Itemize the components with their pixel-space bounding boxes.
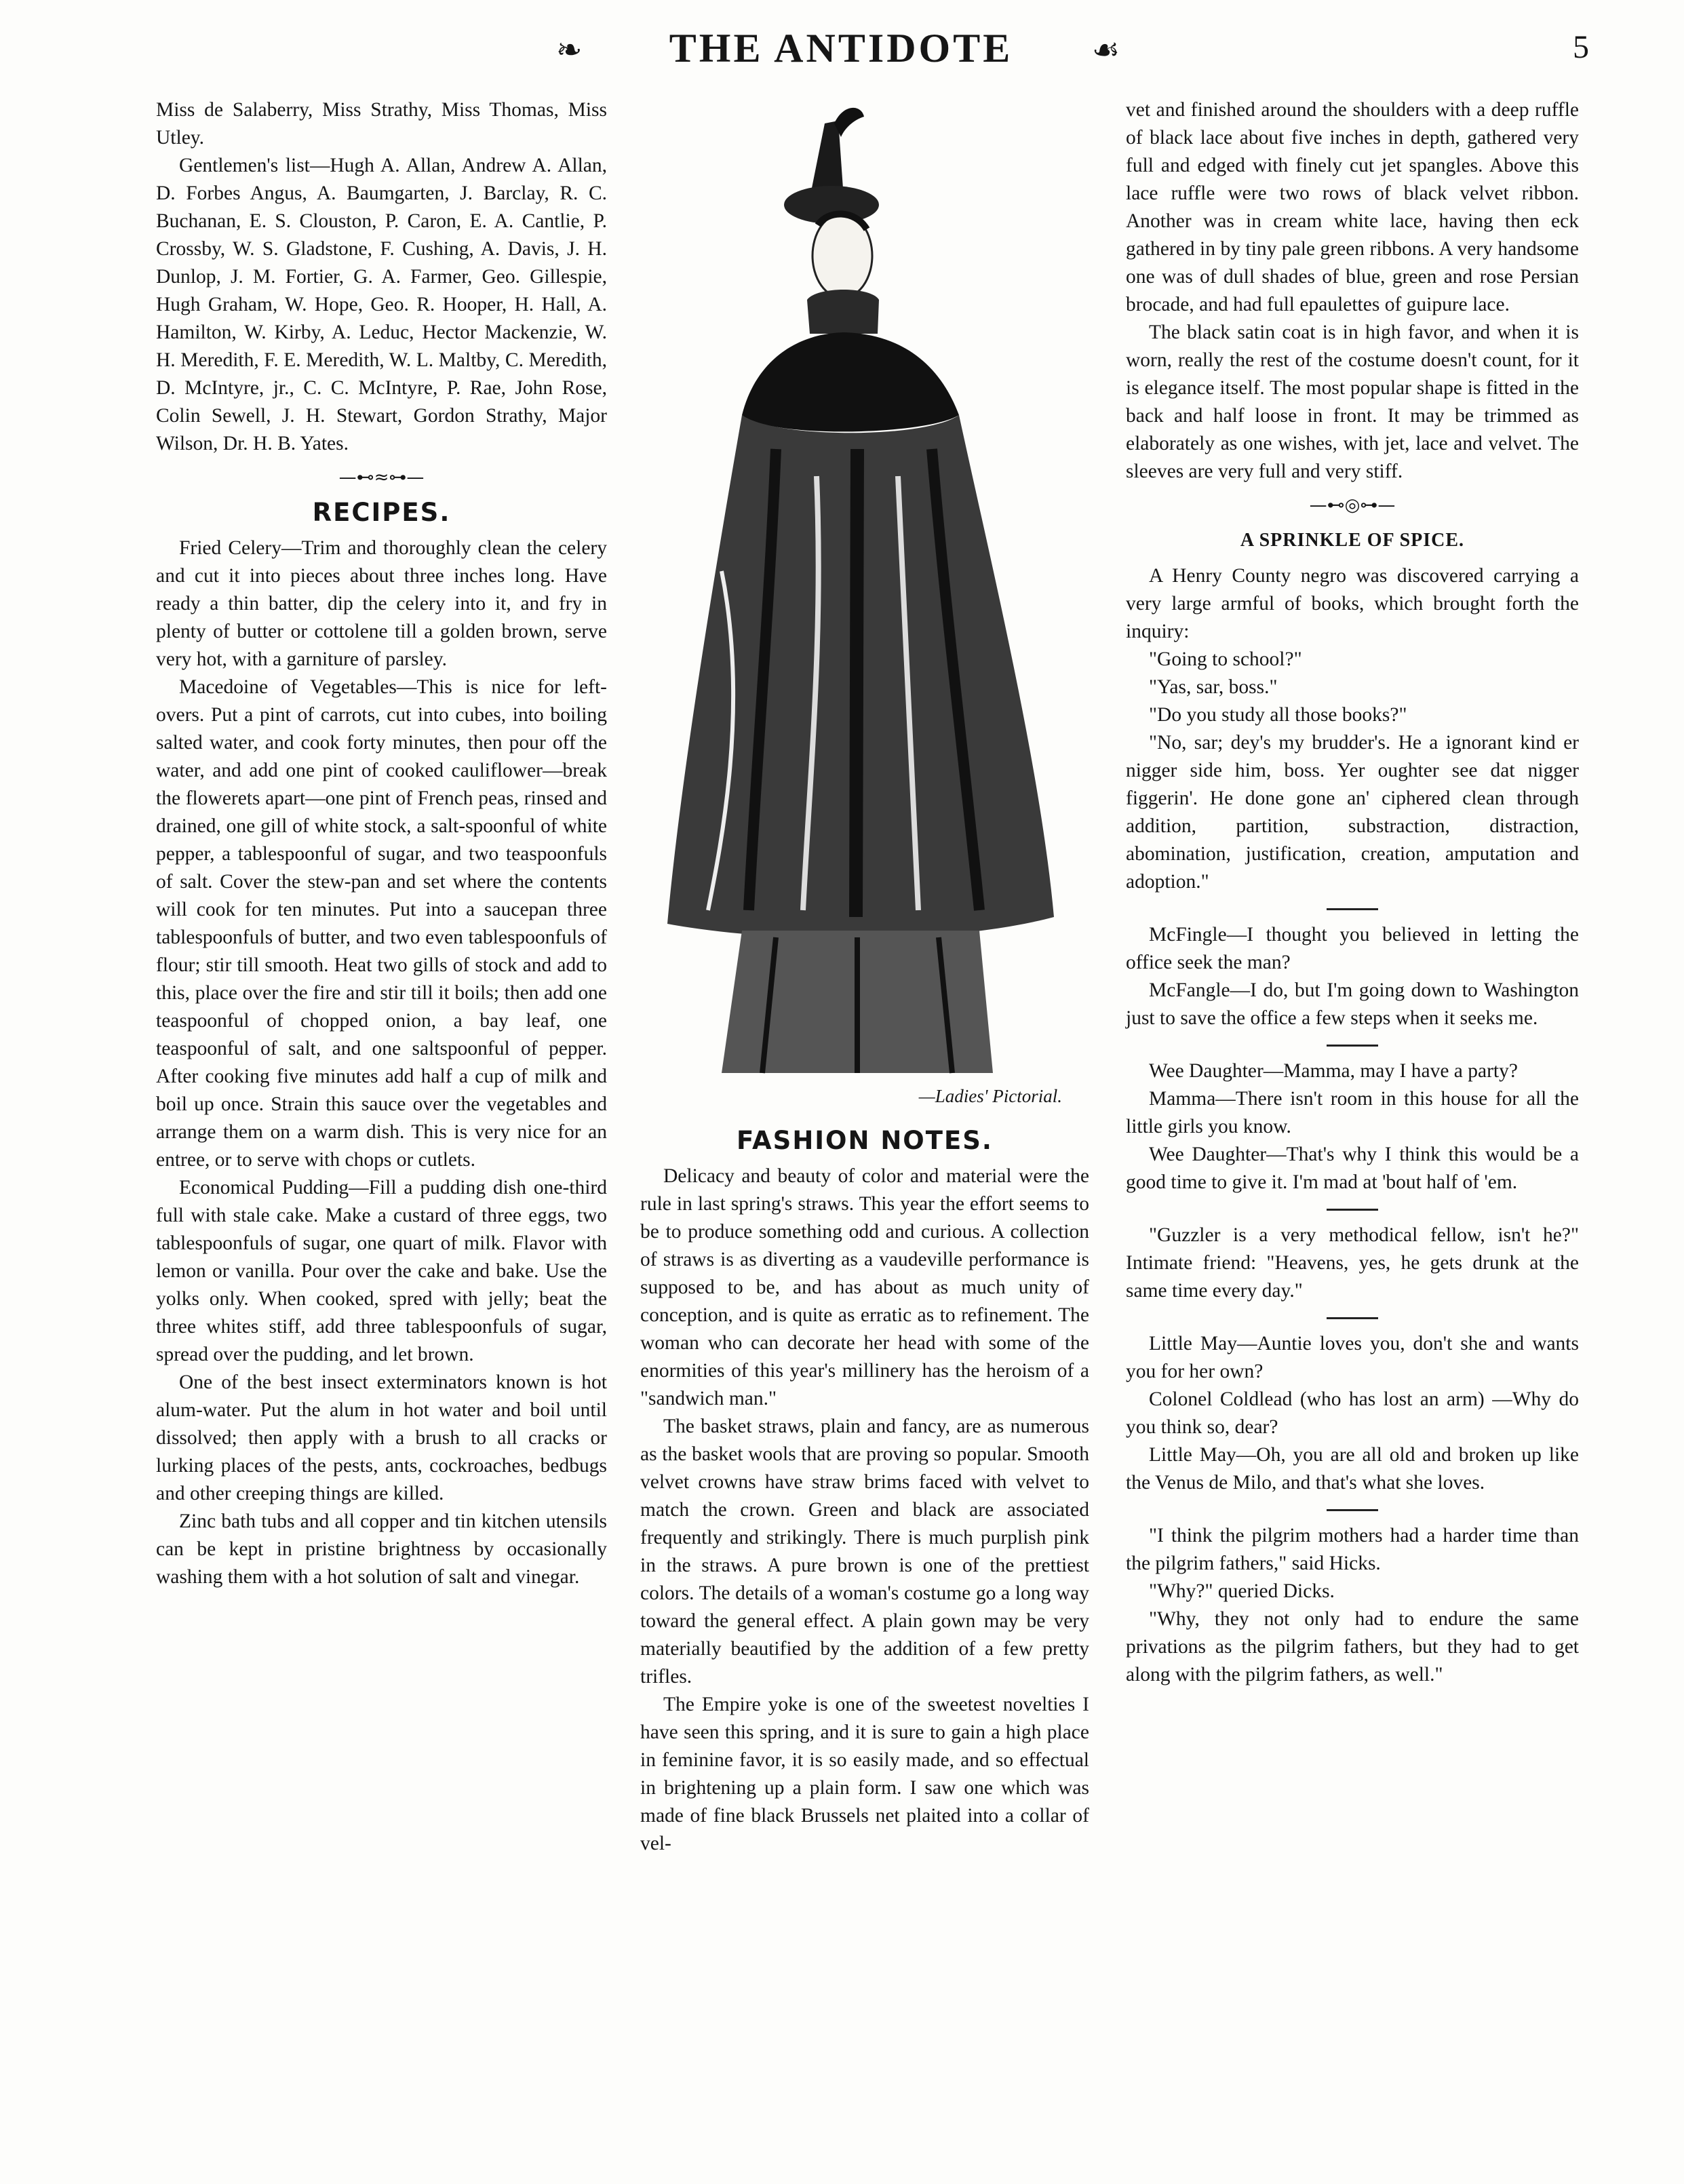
spice-paragraph: A Henry County negro was discovered carrying a very large armful of books, which brought forth the inquiry: <box>1126 565 1579 642</box>
spice-paragraph: "Going to school?" <box>1149 648 1302 670</box>
recipe-paragraph: Fried Celery—Trim and thoroughly clean the celery and cut it into pieces about three inches long. Have ready a thin batter, dip the celery into it, and fry in plenty of butter or cottolene till a golden brown, serve very hot, with a garniture of parsley. <box>156 537 607 670</box>
fashion-paragraph-continued: vet and finished around the shoulders with a deep ruffle of black lace about five inches in depth, gathered very full and edged with finely cut jet spangles. Above this lace ruffle were two rows of black velvet ribbon. Another was in cream white lace, having then eck gathered in by tiny pale green ribbons. A very handsome one was of dull shades of blue, green and rose Persian brocade, and had full epaulettes of guipure lace. <box>1126 99 1579 315</box>
woman-in-cape-illustration <box>640 96 1089 1074</box>
joke-line: "Why?" queried Dicks. <box>1149 1580 1335 1602</box>
recipe-paragraph: Macedoine of Vegetables—This is nice for left-overs. Put a pint of carrots, cut into cubes, into boiling salted water, and cook forty minutes, then pour off the water, and add one pint of cooked cauliflower—break the flowerets apart—one pint of French peas, rinsed and drained, one gill of white stock, a salt-spoonful of white pepper, a tablespoonful of sugar, and two teaspoonfuls of salt. Cover the stew-pan and set where the contents will cook for ten minutes. Put into a saucepan three tablespoonfuls of butter, and two even tablespoonfuls of flour; stir till smooth. Heat two gills of stock and add to this, place over the fire and stir till it boils; then add one teaspoonful of chopped onion, a bay leaf, one teaspoonful of salt, and one saltspoonful of pepper. After cooking five minutes add half a cup of milk and boil up once. Strain this sauce over the vegetables and arrange them on a warm dish. This is very nice for an entree, or to serve with chops or cutlets. <box>156 676 607 1171</box>
column-middle <box>640 96 1089 1858</box>
spice-paragraph: "Yas, sar, boss." <box>1149 676 1278 698</box>
joke-line: Wee Daughter—Mamma, may I have a party? <box>1149 1060 1518 1082</box>
joke-rule <box>1327 1509 1378 1511</box>
joke-line: "Why, they not only had to endure the same privations as the pilgrim fathers, but they had to get along with the pilgrim fathers, as well." <box>1126 1608 1579 1685</box>
masthead-title: THE ANTIDOTE <box>669 26 1013 71</box>
joke-rule <box>1327 1317 1378 1319</box>
section-divider: —⊷≈⊶— <box>338 467 425 488</box>
joke-line: Colonel Coldlead (who has lost an arm) —Why do you think so, dear? <box>1126 1388 1579 1438</box>
joke-line: "Guzzler is a very methodical fellow, isn't he?" Intimate friend: "Heavens, yes, he gets drunk at the same time every day." <box>1126 1224 1579 1302</box>
page-number: 5 <box>1573 29 1589 65</box>
spice-heading: A SPRINKLE OF SPICE. <box>1240 530 1465 551</box>
fashion-paragraph: The Empire yoke is one of the sweetest novelties I have seen this spring, and it is sure to gain a high place in feminine favor, it is so easily made, and so effectual in brightening up a plain form. I saw one which was made of fine black Brussels net plaited into a collar of vel- <box>640 1694 1089 1854</box>
left-ornament-icon: ❧ <box>556 31 583 68</box>
guest-list-continued: Miss de Salaberry, Miss Strathy, Miss Thomas, Miss Utley. <box>156 99 607 149</box>
column-right <box>1126 96 1579 1689</box>
joke-line: Little May—Oh, you are all old and broken up like the Venus de Milo, and that's what she loves. <box>1126 1444 1579 1494</box>
joke-line: Little May—Auntie loves you, don't she and wants you for her own? <box>1126 1333 1579 1382</box>
joke-rule <box>1327 1209 1378 1211</box>
joke-line: McFangle—I do, but I'm going down to Washington just to save the office a few steps when it seeks me. <box>1126 979 1579 1029</box>
spice-paragraph: "Do you study all those books?" <box>1149 704 1407 726</box>
gentlemen-list: Gentlemen's list—Hugh A. Allan, Andrew A. Allan, D. Forbes Angus, A. Baumgarten, J. Barclay, R. C. Buchanan, E. S. Clouston, P. Caron, E. A. Cantlie, P. Crossby, W. S. Gladstone, F. Cushing, A. Davis, J. H. Dunlop, J. M. Fortier, G. A. Farmer, Geo. Gillespie, Hugh Graham, W. Hope, Geo. R. Hooper, H. Hall, A. Hamilton, W. Kirby, A. Leduc, Hector Mackenzie, W. H. Meredith, F. E. Meredith, W. L. Maltby, C. Meredith, D. McIntyre, jr., C. C. McIntyre, P. Rae, John Rose, Colin Sewell, J. H. Stewart, Gordon Strathy, Major Wilson, Dr. H. B. Yates. <box>156 155 607 454</box>
recipe-paragraph: Economical Pudding—Fill a pudding dish one-third full with stale cake. Make a custard of three eggs, two tablespoonfuls of sugar, one quart of milk. Flavor with lemon or vanilla. Pour over the cake and bake. Use the yolks only. When cooked, spred with jelly; beat the three whites stiff, add three tablespoonfuls of sugar, spread over the pudding, and let brown. <box>156 1177 607 1365</box>
joke-line: Wee Daughter—That's why I think this would be a good time to give it. I'm mad at 'bout half of 'em. <box>1126 1144 1579 1193</box>
fashion-illustration <box>640 96 1089 1074</box>
joke-line: Mamma—There isn't room in this house for all the little girls you know. <box>1126 1088 1579 1137</box>
column-left <box>156 96 607 1591</box>
recipe-paragraph: Zinc bath tubs and all copper and tin kitchen utensils can be kept in pristine brightness by occasionally washing them with a hot solution of salt and vinegar. <box>156 1510 607 1588</box>
fashion-paragraph: Delicacy and beauty of color and material were the rule in last spring's straws. This year the effort seems to be to produce something odd and curious. A collection of straws is as diverting as a vaudeville performance is supposed to be, and has about as much unity of conception, and is quite as erratic as to refinement. The woman who can decorate her head with some of the enormities of this year's millinery has the heroism of a "sandwich man." <box>640 1165 1089 1409</box>
fashion-paragraph: The black satin coat is in high favor, and when it is worn, really the rest of the costume doesn't count, for it is elegance itself. The most popular shape is fitted in the back and half loose in front. It may be trimmed as elaborately as one wishes, with jet, lace and velvet. The sleeves are very full and very stiff. <box>1126 321 1579 482</box>
section-divider: —⊷◎⊶— <box>1309 495 1396 515</box>
joke-rule <box>1327 908 1378 910</box>
joke-line: McFingle—I thought you believed in letting the office seek the man? <box>1126 924 1579 973</box>
recipes-heading: RECIPES. <box>312 498 451 527</box>
fashion-paragraph: The basket straws, plain and fancy, are as numerous as the basket wools that are proving so popular. Smooth velvet crowns have straw brims faced with velvet to match the crown. Green and black are associated frequently and strikingly. There is much purplish pink in the straws. A pure brown is one of the prettiest colors. The details of a woman's costume go a long way toward the general effect. A plain gown may be very materially beautified by the addition of a few pretty trifles. <box>640 1416 1089 1688</box>
spice-paragraph: "No, sar; dey's my brudder's. He a ignorant kind er nigger side him, boss. Yer oughter see dat nigger figgerin'. He done gone an' ciphered clean through addition, partition, substraction, distraction, abomination, justification, creation, amputation and adoption." <box>1126 732 1579 893</box>
fashion-heading: FASHION NOTES. <box>737 1126 993 1155</box>
joke-line: "I think the pilgrim mothers had a harder time than the pilgrim fathers," said Hicks. <box>1126 1525 1579 1574</box>
illustration-caption: —Ladies' Pictorial. <box>918 1086 1062 1106</box>
recipe-paragraph: One of the best insect exterminators known is hot alum-water. Put the alum in hot water and boil until dissolved; then apply with a brush to all cracks or lurking places of the pests, ants, cockroaches, bedbugs and other creeping things are killed. <box>156 1371 607 1504</box>
right-ornament-icon: ☙ <box>1092 31 1120 68</box>
joke-rule <box>1327 1045 1378 1047</box>
